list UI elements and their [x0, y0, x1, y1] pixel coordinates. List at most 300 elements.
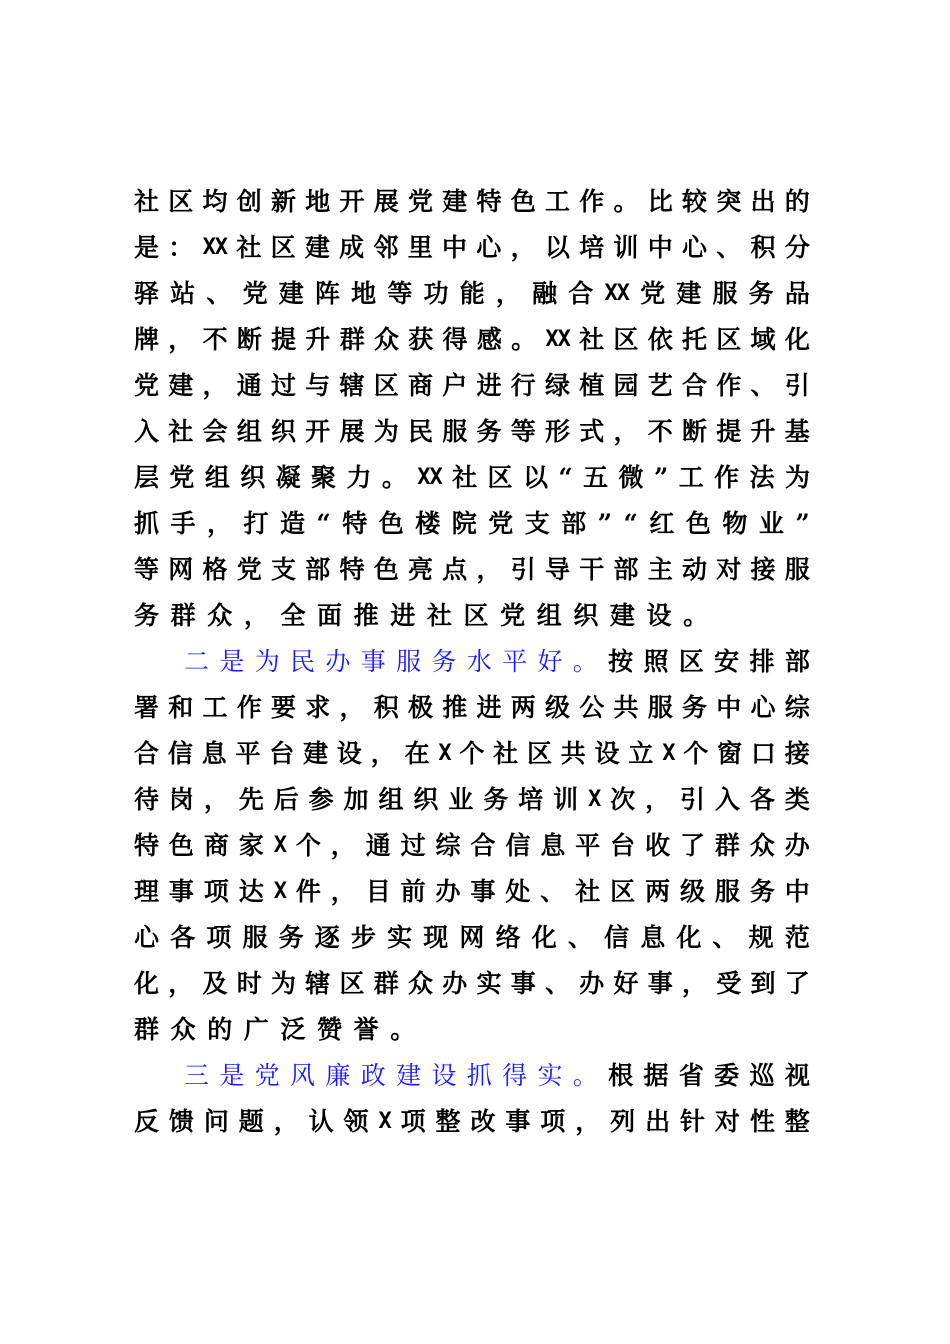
text-char: 目	[365, 877, 391, 906]
text-char: 次	[610, 785, 636, 814]
text-char: XX	[545, 327, 570, 352]
text-char: 导	[545, 555, 571, 584]
text-char: 事	[168, 877, 194, 906]
paragraph-3	[134, 1053, 810, 1145]
text-char: 工	[678, 463, 704, 492]
text-char: 认	[308, 1107, 334, 1136]
text-char: 社	[134, 187, 160, 216]
text-char: 形	[545, 417, 571, 446]
text-char: 组	[536, 601, 562, 630]
text-char: 台	[610, 831, 636, 860]
text-char: 感	[476, 325, 502, 354]
text-char: 站	[170, 279, 196, 308]
text-line-with-heading	[134, 639, 810, 685]
text-char: 众	[207, 601, 233, 630]
text-char: 誉	[353, 1015, 379, 1044]
text-char: 广	[243, 1015, 269, 1044]
text-char: 针	[679, 1107, 705, 1136]
text-char: 求	[305, 693, 331, 722]
text-char: 范	[784, 923, 810, 952]
text-char: 务	[682, 693, 708, 722]
document-body	[134, 179, 810, 1145]
text-char: 培	[518, 785, 544, 814]
text-char: 层	[134, 463, 160, 492]
text-char: ：	[168, 233, 194, 262]
text-char: 部	[613, 555, 639, 584]
text-char: 类	[784, 785, 810, 814]
text-char: 台	[269, 739, 295, 768]
text-char: 及	[202, 969, 228, 998]
text-char: “	[316, 509, 331, 538]
text-char: 较	[682, 187, 708, 216]
text-char: 新	[271, 187, 297, 216]
text-char: 好	[613, 969, 639, 998]
text-char: 组	[236, 417, 262, 446]
text-char: 改	[470, 1107, 496, 1136]
text-char: 实	[387, 923, 413, 952]
text-char: 区	[716, 325, 742, 354]
text-char: 党	[169, 463, 195, 492]
text-char: 比	[647, 187, 673, 216]
text-char: 干	[579, 555, 605, 584]
text-char: 辖	[339, 371, 365, 400]
text-char: 信	[167, 739, 193, 768]
text-char: 色	[378, 509, 404, 538]
heading-char: 是	[219, 647, 245, 676]
text-char: 通	[365, 831, 391, 860]
text-char: 织	[413, 785, 439, 814]
text-char: 待	[134, 785, 160, 814]
text-char: 心	[750, 693, 776, 722]
text-char: 整	[435, 1107, 461, 1136]
text-char: 提	[716, 417, 742, 446]
text-char: 理	[134, 877, 160, 906]
text-char: 区	[373, 371, 399, 400]
text-char: 依	[647, 325, 673, 354]
heading-char: 水	[466, 647, 492, 676]
text-char: 不	[202, 325, 228, 354]
text-char: 功	[423, 279, 449, 308]
text-char: 提	[271, 325, 297, 354]
text-char: 心	[134, 923, 160, 952]
text-char: 中	[442, 233, 468, 262]
text-char: 特	[342, 509, 368, 538]
text-char: 艺	[647, 371, 673, 400]
text-line	[134, 501, 810, 547]
text-char: 绿	[545, 371, 571, 400]
text-char: 共	[613, 693, 639, 722]
text-char: 以	[544, 233, 570, 262]
text-char: 业	[758, 509, 784, 538]
text-char: 域	[750, 325, 776, 354]
heading-char: 政	[360, 1061, 386, 1090]
text-char: 群	[170, 601, 196, 630]
text-char: 步	[350, 923, 376, 952]
text-char: 为	[373, 417, 399, 446]
text-char: 事	[647, 969, 673, 998]
text-char: 等	[510, 417, 536, 446]
text-char: 岗	[168, 785, 194, 814]
text-char: ，	[370, 739, 396, 768]
text-char: 断	[236, 325, 262, 354]
text-char: 的	[207, 1015, 233, 1044]
text-char: 收	[645, 831, 671, 860]
text-char: 格	[202, 555, 228, 584]
text-line	[134, 225, 810, 271]
text-char: 是	[134, 233, 160, 262]
text-char: 植	[579, 371, 605, 400]
text-char: 众	[373, 325, 399, 354]
text-char: ”	[597, 509, 613, 538]
text-char: 事	[510, 969, 536, 998]
text-char: 事	[470, 877, 496, 906]
text-char: 社	[575, 877, 601, 906]
text-char: 断	[682, 417, 708, 446]
text-char: 了	[679, 831, 705, 860]
text-char: 织	[573, 601, 599, 630]
heading-char: 服	[396, 647, 422, 676]
text-char: 家	[238, 831, 264, 860]
heading-char: 实	[537, 1061, 563, 1090]
text-char: 众	[170, 1015, 196, 1044]
text-char: 处	[505, 877, 531, 906]
text-line	[134, 409, 810, 455]
text-char: 托	[681, 325, 707, 354]
text-char: 省	[678, 1061, 704, 1090]
text-char: 个	[683, 739, 709, 768]
text-char: 前	[400, 877, 426, 906]
text-char: 特	[476, 187, 502, 216]
text-char: 地	[305, 187, 331, 216]
text-char: 服	[714, 877, 740, 906]
text-char: X	[587, 787, 601, 812]
text-char: 众	[408, 969, 434, 998]
text-char: ，	[339, 693, 365, 722]
text-char: 务	[134, 601, 160, 630]
text-line	[134, 363, 810, 409]
text-char: 支	[524, 509, 550, 538]
text-char: 党	[640, 279, 666, 308]
text-char: 接	[750, 555, 776, 584]
text-char: 色	[168, 831, 194, 860]
text-char: 牌	[134, 325, 160, 354]
text-char: 合	[568, 279, 594, 308]
text-char: 通	[236, 371, 262, 400]
text-char: ，	[206, 509, 232, 538]
text-char: 服	[712, 279, 738, 308]
text-char: 办	[579, 969, 605, 998]
text-char: 五	[583, 463, 609, 492]
text-char: 色	[373, 555, 399, 584]
text-char: 为	[784, 463, 810, 492]
text-char: 推	[353, 601, 379, 630]
text-char: ，	[330, 831, 356, 860]
text-char: X	[273, 833, 286, 858]
text-char: 息	[540, 831, 566, 860]
text-char: 出	[750, 187, 776, 216]
text-char: 中	[647, 233, 673, 262]
heading-char: 二	[184, 647, 210, 676]
text-char: 作	[236, 693, 262, 722]
text-char: 组	[378, 785, 404, 814]
text-char: 行	[510, 371, 536, 400]
text-char: 据	[643, 1061, 669, 1090]
text-char: 各	[749, 785, 775, 814]
text-char: 力	[346, 463, 372, 492]
text-char: 赞	[317, 1015, 343, 1044]
text-char: 成	[339, 233, 365, 262]
text-char: 区	[168, 187, 194, 216]
text-char: 品	[784, 279, 810, 308]
text-line	[134, 271, 810, 317]
heading-char: 。	[572, 647, 598, 676]
heading-char: 务	[431, 647, 457, 676]
text-char: 立	[628, 739, 654, 768]
text-char: X	[273, 879, 286, 904]
text-char: 群	[714, 831, 740, 860]
text-char: ，	[613, 417, 639, 446]
text-char: 辖	[305, 969, 331, 998]
text-char: 展	[339, 417, 365, 446]
text-char: ，	[575, 1107, 601, 1136]
text-char: X	[662, 741, 675, 766]
text-char: 信	[505, 831, 531, 860]
text-char: 务	[748, 279, 774, 308]
text-char: 商	[408, 371, 434, 400]
text-char: 区	[613, 325, 639, 354]
text-char: 领	[343, 1107, 369, 1136]
text-char: 息	[640, 923, 666, 952]
text-char: 参	[308, 785, 334, 814]
text-char: 升	[750, 417, 776, 446]
text-char: 党	[242, 279, 268, 308]
text-char: ，	[203, 785, 229, 814]
text-char: 项	[203, 877, 229, 906]
heading-char: 好	[537, 647, 563, 676]
text-char: 部	[561, 509, 587, 538]
text-char: 整	[784, 1107, 810, 1136]
text-char: 窗	[717, 739, 743, 768]
text-line	[134, 1007, 810, 1053]
text-char: 过	[400, 831, 426, 860]
heading-char: 建	[396, 1061, 422, 1090]
text-char: 服	[442, 417, 468, 446]
text-char: 特	[339, 555, 365, 584]
text-char: 手	[170, 509, 196, 538]
text-char: 务	[749, 877, 775, 906]
text-char: 个	[459, 739, 485, 768]
text-char: 区	[487, 463, 513, 492]
text-line	[134, 823, 810, 869]
text-char: 、	[545, 969, 571, 998]
text-char: 引	[784, 371, 810, 400]
text-char: 推	[442, 693, 468, 722]
text-char: ，	[168, 969, 194, 998]
text-char: 要	[271, 693, 297, 722]
text-char: 建	[676, 279, 702, 308]
text-char: 民	[408, 417, 434, 446]
text-line	[134, 547, 810, 593]
text-char: 化	[134, 969, 160, 998]
text-char: 安	[714, 647, 740, 676]
text-char: 化	[784, 325, 810, 354]
text-char: 特	[134, 831, 160, 860]
text-char: 部	[784, 647, 810, 676]
text-char: 心	[476, 233, 502, 262]
text-char: 根	[608, 1061, 634, 1090]
text-char: 的	[784, 187, 810, 216]
text-char: 社	[452, 463, 478, 492]
text-char: 合	[134, 739, 160, 768]
text-char: 入	[134, 417, 160, 446]
text-char: 。	[613, 187, 639, 216]
text-char: 区	[270, 233, 296, 262]
heading-char: 事	[360, 647, 386, 676]
text-char: 办	[435, 877, 461, 906]
heading-char: 民	[290, 647, 316, 676]
text-char: 区	[526, 739, 552, 768]
heading-char: 是	[219, 1061, 245, 1090]
text-char: 化	[531, 923, 557, 952]
text-char: 户	[442, 371, 468, 400]
text-char: 主	[647, 555, 673, 584]
heading-char: 设	[431, 1061, 457, 1090]
text-char: 亮	[408, 555, 434, 584]
text-char: ，	[495, 279, 521, 308]
text-char: 。	[511, 325, 537, 354]
text-char: 心	[681, 233, 707, 262]
heading-char: 风	[290, 1061, 316, 1090]
text-char: 加	[343, 785, 369, 814]
text-char: 园	[613, 371, 639, 400]
text-char: 列	[610, 1107, 636, 1136]
text-char: 极	[408, 693, 434, 722]
text-char: 两	[645, 877, 671, 906]
text-char: 、	[567, 923, 593, 952]
heading-char: 得	[502, 1061, 528, 1090]
text-char: 基	[784, 417, 810, 446]
heading-char: 平	[502, 647, 528, 676]
text-char: 建	[168, 371, 194, 400]
text-char: ”	[653, 463, 669, 492]
text-char: 、	[712, 923, 738, 952]
text-char: 级	[679, 877, 705, 906]
text-char: 现	[423, 923, 449, 952]
text-char: 中	[784, 877, 810, 906]
text-char: 、	[540, 877, 566, 906]
text-line	[134, 455, 810, 501]
text-char: 务	[278, 923, 304, 952]
text-char: 逐	[314, 923, 340, 952]
text-char: 合	[470, 831, 496, 860]
text-char: 开	[339, 187, 365, 216]
heading-char: 廉	[325, 1061, 351, 1090]
text-char: 织	[240, 463, 266, 492]
text-char: 服	[647, 693, 673, 722]
text-char: 能	[459, 279, 485, 308]
text-char: 务	[483, 785, 509, 814]
text-char: 、	[750, 371, 776, 400]
text-char: 工	[202, 693, 228, 722]
text-char: 区	[678, 647, 704, 676]
text-char: 融	[532, 279, 558, 308]
paragraph-2	[134, 639, 810, 1053]
text-char: 等	[387, 279, 413, 308]
text-char: 接	[784, 739, 810, 768]
text-char: 社	[168, 417, 194, 446]
text-char: 个	[295, 831, 321, 860]
text-char: 群	[339, 325, 365, 354]
text-char: 工	[545, 187, 571, 216]
text-char: 群	[134, 1015, 160, 1044]
text-char: 达	[238, 877, 264, 906]
text-char: 口	[750, 739, 776, 768]
text-char: 进	[476, 693, 502, 722]
text-char: 社	[493, 739, 519, 768]
text-char: 、	[716, 233, 742, 262]
text-char: ，	[476, 555, 502, 584]
text-char: 对	[716, 555, 742, 584]
text-char: 阵	[314, 279, 340, 308]
text-char: 区	[463, 601, 489, 630]
text-char: ”	[795, 509, 810, 538]
text-char: 服	[242, 923, 268, 952]
text-char: 各	[170, 923, 196, 952]
text-char: 建	[278, 279, 304, 308]
text-char: 作	[714, 463, 740, 492]
text-char: 建	[442, 187, 468, 216]
text-char: 建	[609, 601, 635, 630]
text-char: 物	[722, 509, 748, 538]
text-char: 建	[304, 233, 330, 262]
text-char: 平	[575, 831, 601, 860]
heading-char: 办	[325, 647, 351, 676]
text-char: 过	[271, 371, 297, 400]
text-char: 商	[203, 831, 229, 860]
text-char: ，	[645, 785, 671, 814]
text-char: 驿	[134, 279, 160, 308]
text-char: ，	[168, 325, 194, 354]
text-char: 楼	[415, 509, 441, 538]
text-char: 业	[448, 785, 474, 814]
text-char: 照	[643, 647, 669, 676]
text-char: XX	[604, 281, 629, 306]
text-char: 面	[317, 601, 343, 630]
text-char: 进	[476, 371, 502, 400]
text-char: 区	[339, 969, 365, 998]
text-char: ，	[682, 969, 708, 998]
heading-char: 。	[572, 1061, 598, 1090]
text-char: 项	[400, 1107, 426, 1136]
text-char: 共	[560, 739, 586, 768]
text-char: 邻	[373, 233, 399, 262]
text-char: 。	[390, 1015, 416, 1044]
text-line	[134, 179, 810, 225]
text-char: 网	[459, 923, 485, 952]
text-char: 项	[540, 1107, 566, 1136]
text-char: X	[438, 741, 451, 766]
text-char: 后	[273, 785, 299, 814]
text-char: 了	[784, 969, 810, 998]
text-char: 点	[442, 555, 468, 584]
text-char: 反	[134, 1107, 160, 1136]
text-char: 平	[235, 739, 261, 768]
text-char: X	[378, 1109, 391, 1134]
text-char: 综	[784, 693, 810, 722]
text-char: 作	[579, 187, 605, 216]
text-char: 法	[749, 463, 775, 492]
text-char: 问	[203, 1107, 229, 1136]
